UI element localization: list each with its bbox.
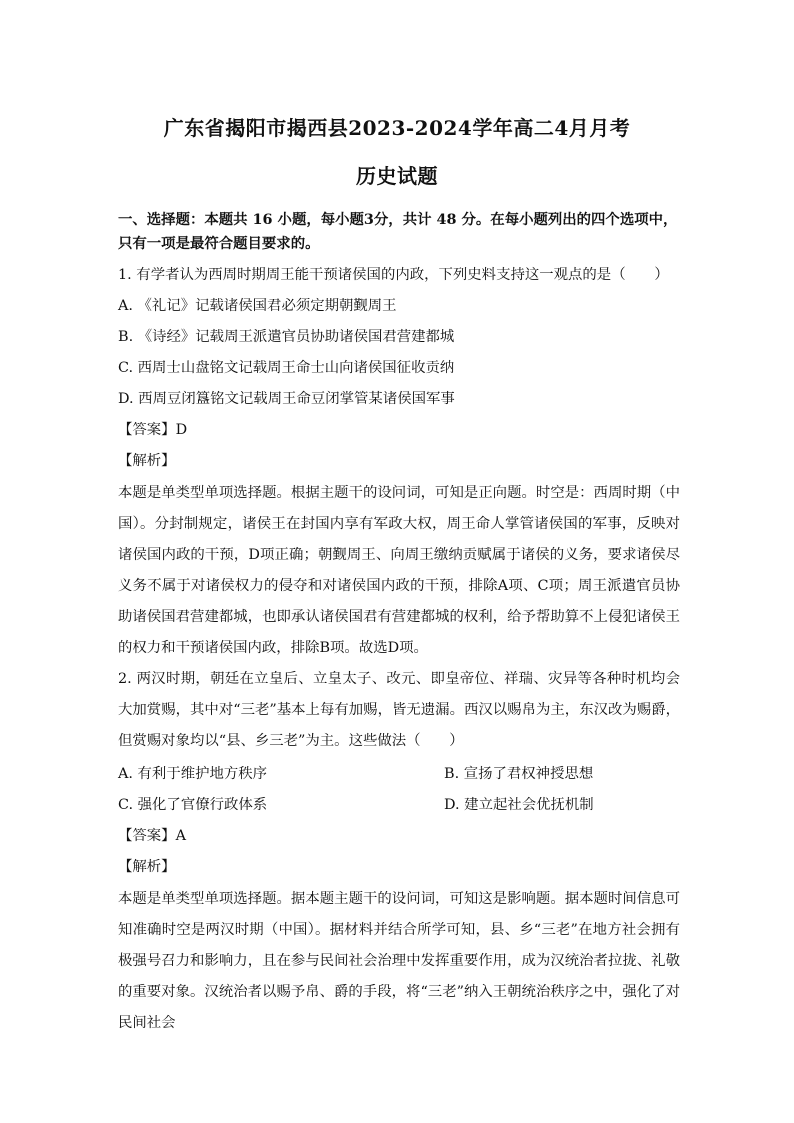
q2-option-d: D. 建立起社会优抚机制 <box>444 797 594 813</box>
section-header-line-1: 一、选择题：本题共 16 小题，每小题3分，共计 48 分。在每小题列出的四个选项中， <box>118 211 678 228</box>
q2-stem: 2. 两汉时期，朝廷在立皇后、立皇太子、改元、即皇帝位、祥瑞、灾异等各种时机均会大加赏赐，其中对“三老”基本上每有加赐，皆无遗漏。西汉以赐帛为主，东汉改为赐爵，但赏赐对象均以“县、乡三老”为主。这些做法（ ） <box>118 671 680 749</box>
q2-analysis-label: 【解析】 <box>118 859 176 875</box>
document-title: 广东省揭阳市揭西县2023-2024学年高二4月月考 <box>163 116 631 140</box>
q1-answer: 【答案】D <box>118 422 188 438</box>
q1-option-c: C. 西周士山盘铭文记载周王命士山向诸侯国征收贡纳 <box>118 360 455 376</box>
q1-option-b: B. 《诗经》记载周王派遣官员协助诸侯国君营建都城 <box>118 329 455 345</box>
q1-option-a: A. 《礼记》记载诸侯国君必须定期朝觐周王 <box>118 298 397 314</box>
q2-answer: 【答案】A <box>118 828 186 844</box>
section-header-line-2: 只有一项是最符合题目要求的。 <box>118 235 320 252</box>
q2-option-a: A. 有利于维护地方秩序 <box>118 766 268 782</box>
q2-option-c: C. 强化了官僚行政体系 <box>118 797 268 813</box>
q1-analysis-label: 【解析】 <box>118 453 176 469</box>
q2-option-b: B. 宣扬了君权神授思想 <box>444 766 594 782</box>
q1-analysis: 本题是单类型单项选择题。根据主题干的设问词，可知是正向题。时空是：西周时期（中国）。分封制规定，诸侯王在封国内享有军政大权，周王命人掌管诸侯国的军事，反映对诸侯国内政的干预，D项正确；朝觐周王、向周王缴纳贡赋属于诸侯的义务，要求诸侯尽义务不属于对诸侯权力的侵夺和对诸侯国内政的干预，排除A项、C项；周王派遣官员协助诸侯国君营建都城，也即承认诸侯国君有营建都城的权利，给予帮助算不上侵犯诸侯王的权力和干预诸侯国内政，排除B项。故选D项。 <box>118 485 680 656</box>
q2-analysis: 本题是单类型单项选择题。据本题主题干的设问词，可知这是影响题。据本题时间信息可知准确时空是两汉时期（中国）。据材料并结合所学可知，县、乡“三老”在地方社会拥有极强号召力和影响力，且在参与民间社会治理中发挥重要作用，成为汉统治者拉拢、礼敬的重要对象。汉统治者以赐予帛、爵的手段，将“三老”纳入王朝统治秩序之中，强化了对民间社会 <box>118 891 680 1031</box>
q1-stem: 1. 有学者认为西周时期周王能干预诸侯国的内政，下列史料支持这一观点的是（ ） <box>118 267 669 283</box>
document-subtitle: 历史试题 <box>356 164 438 188</box>
q1-option-d: D. 西周豆闭簋铭文记载周王命豆闭掌管某诸侯国军事 <box>118 391 455 407</box>
